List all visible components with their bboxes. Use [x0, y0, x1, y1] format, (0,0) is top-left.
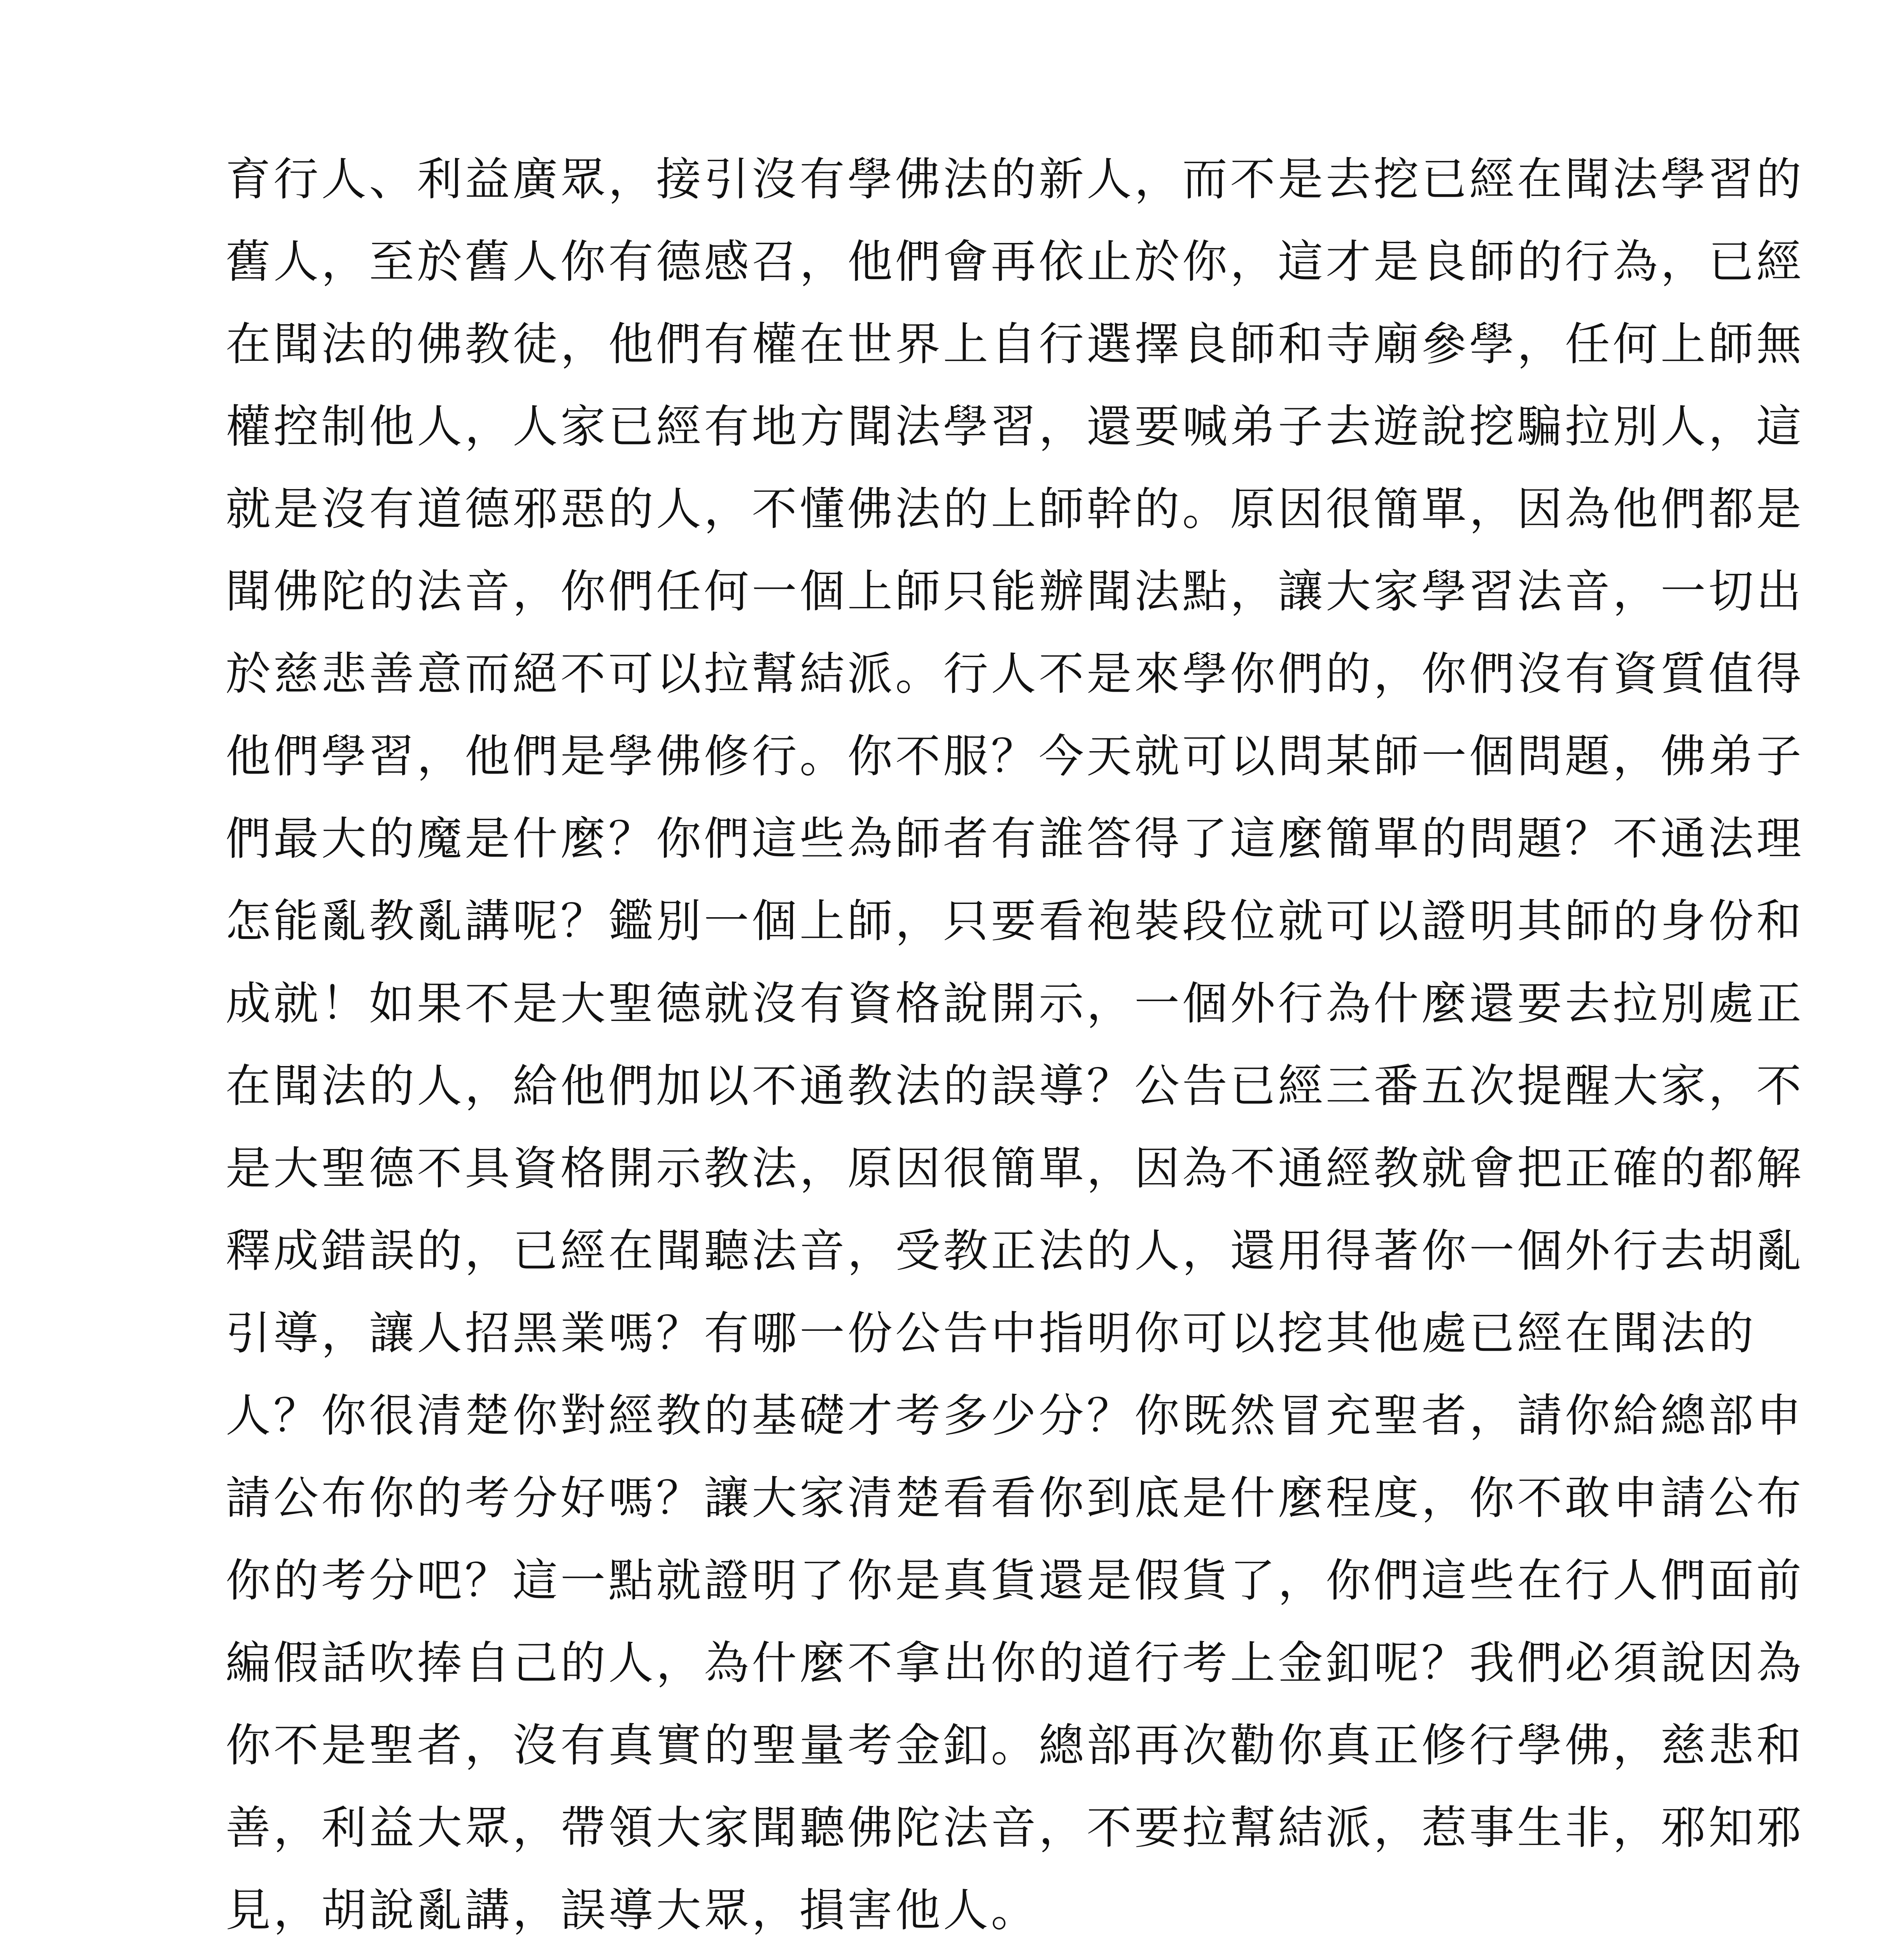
body-line: 你不是聖者，沒有真實的聖量考金釦。總部再次勸你真正修行學佛，慈悲和: [226, 1719, 1804, 1772]
body-line: 人？你很清楚你對經教的基礎才考多少分？你既然冒充聖者，請你給總部申: [226, 1390, 1804, 1442]
body-line: 權控制他人，人家已經有地方聞法學習，還要喊弟子去遊說挖騙拉別人，這: [226, 400, 1804, 453]
body-line: 釋成錯誤的，已經在聞聽法音，受教正法的人，還用得著你一個外行去胡亂: [226, 1225, 1804, 1277]
body-line: 成就！如果不是大聖德就沒有資格說開示，一個外行為什麼還要去拉別處正: [226, 977, 1804, 1030]
body-line: 於慈悲善意而絕不可以拉幫結派。行人不是來學你們的，你們沒有資質值得: [226, 648, 1804, 700]
body-line: 他們學習，他們是學佛修行。你不服？今天就可以問某師一個問題，佛弟子: [226, 730, 1804, 783]
body-line: 你的考分吧？這一點就證明了你是真貨還是假貨了，你們這些在行人們面前: [226, 1554, 1804, 1607]
body-line: 在聞法的人，給他們加以不通教法的誤導？公告已經三番五次提醒大家，不: [226, 1060, 1804, 1112]
body-line: 舊人，至於舊人你有德感召，他們會再依止於你，這才是良師的行為，已經: [226, 236, 1804, 288]
body-text: [226, 138, 1804, 1944]
body-line: 編假話吹捧自己的人，為什麼不拿出你的道行考上金釦呢？我們必須說因為: [226, 1637, 1804, 1689]
body-line: 善，利益大眾，帶領大家聞聽佛陀法音，不要拉幫結派，惹事生非，邪知邪: [226, 1802, 1804, 1854]
body-line: 請公布你的考分好嗎？讓大家清楚看看你到底是什麼程度，你不敢申請公布: [226, 1472, 1804, 1524]
body-line: 是大聖德不具資格開示教法，原因很簡單，因為不通經教就會把正確的都解: [226, 1142, 1804, 1195]
body-line: 就是沒有道德邪惡的人，不懂佛法的上師幹的。原因很簡單，因為他們都是: [226, 483, 1804, 535]
body-line: 們最大的魔是什麼？你們這些為師者有誰答得了這麼簡單的問題？不通法理: [226, 813, 1804, 865]
body-line: 見，胡說亂講，誤導大眾，損害他人。: [226, 1884, 1039, 1937]
body-line: 引導，讓人招黑業嗎？有哪一份公告中指明你可以挖其他處已經在聞法的: [226, 1307, 1756, 1360]
body-line: 怎能亂教亂講呢？鑑別一個上師，只要看袍裝段位就可以證明其師的身份和: [226, 895, 1804, 948]
body-line: 聞佛陀的法音，你們任何一個上師只能辦聞法點，讓大家學習法音，一切出: [226, 565, 1804, 618]
body-line: 在聞法的佛教徒，他們有權在世界上自行選擇良師和寺廟參學，任何上師無: [226, 318, 1804, 371]
body-line: 育行人、利益廣眾，接引沒有學佛法的新人，而不是去挖已經在聞法學習的: [226, 153, 1804, 206]
